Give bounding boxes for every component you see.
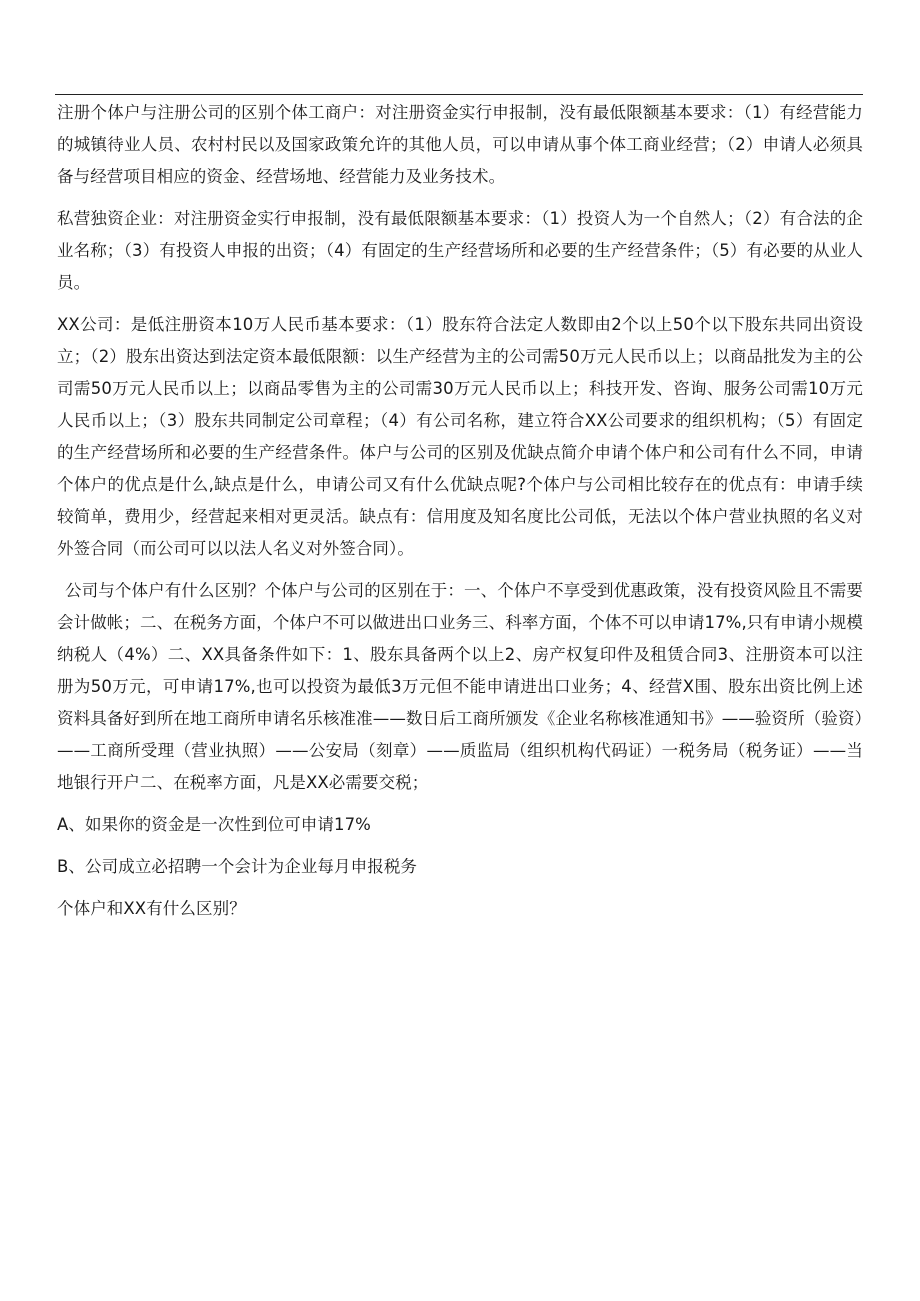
paragraph-question: 个体户和XX有什么区别？ bbox=[57, 899, 246, 918]
document-body bbox=[57, 97, 863, 925]
paragraph-company-vs-individual: 公司与个体户有什么区别？个体户与公司的区别在于：一、个体户不享受到优惠政策，没有投资风险且不需要会计做帐；二、在税务方面，个体户不可以做进出口业务三、科率方面，个体不可以申请17%,只有申请小规模纳税人（4%）二、XX具备条件如下：1、股东具备两个以上2、房产权复印件及租赁合同3、注册资本可以注册为50万元，可申请17%,也可以投资为最低3万元但不能申请进出口业务；4、经营X围、股东出资比例上述资料具备好到所在地工商所申请名乐核准准——数日后工商所颁发《企业名称核准通知书》——验资所（验资）——工商所受理（营业执照）——公安局（刻章）——质监局（组织机构代码证）一税务局（税务证）——当地银行开户二、在税率方面，凡是XX必需要交税； bbox=[57, 581, 863, 792]
paragraph-individual-business: 注册个体户与注册公司的区别个体工商户：对注册资金实行申报制，没有最低限额基本要求：（1）有经营能力的城镇待业人员、农村村民以及国家政策允许的其他人员，可以申请从事个体工商业经营；（2）申请人必须具备与经营项目相应的资金、经营场地、经营能力及业务技术。 bbox=[57, 103, 863, 186]
paragraph-sole-proprietorship: 私营独资企业：对注册资金实行申报制，没有最低限额基本要求：（1）投资人为一个自然人；（2）有合法的企业名称；（3）有投资人申报的出资；（4）有固定的生产经营场所和必要的生产经营条件；（5）有必要的从业人员。 bbox=[57, 209, 863, 292]
paragraph-item-a: A、如果你的资金是一次性到位可申请17% bbox=[57, 815, 371, 834]
paragraph-xx-company: XX公司：是低注册资本10万人民币基本要求：（1）股东符合法定人数即由2个以上50个以下股东共同出资设立；（2）股东出资达到法定资本最低限额：以生产经营为主的公司需50万元人民币以上；以商品批发为主的公司需50万元人民币以上；以商品零售为主的公司需30万元人民币以上；科技开发、咨询、服务公司需10万元人民币以上；（3）股东共同制定公司章程；（4）有公司名称，建立符合XX公司要求的组织机构；（5）有固定的生产经营场所和必要的生产经营条件。体户与公司的区别及优缺点简介申请个体户和公司有什么不同，申请个体户的优点是什么,缺点是什么，申请公司又有什么优缺点呢?个体户与公司相比较存在的优点有：申请手续较简单，费用少，经营起来相对更灵活。缺点有：信用度及知名度比公司低，无法以个体户营业执照的名义对外签合同（而公司可以以法人名义对外签合同）。 bbox=[57, 315, 863, 558]
paragraph-item-b: B、公司成立必招聘一个会计为企业每月申报税务 bbox=[57, 857, 418, 876]
header-rule bbox=[55, 94, 863, 95]
